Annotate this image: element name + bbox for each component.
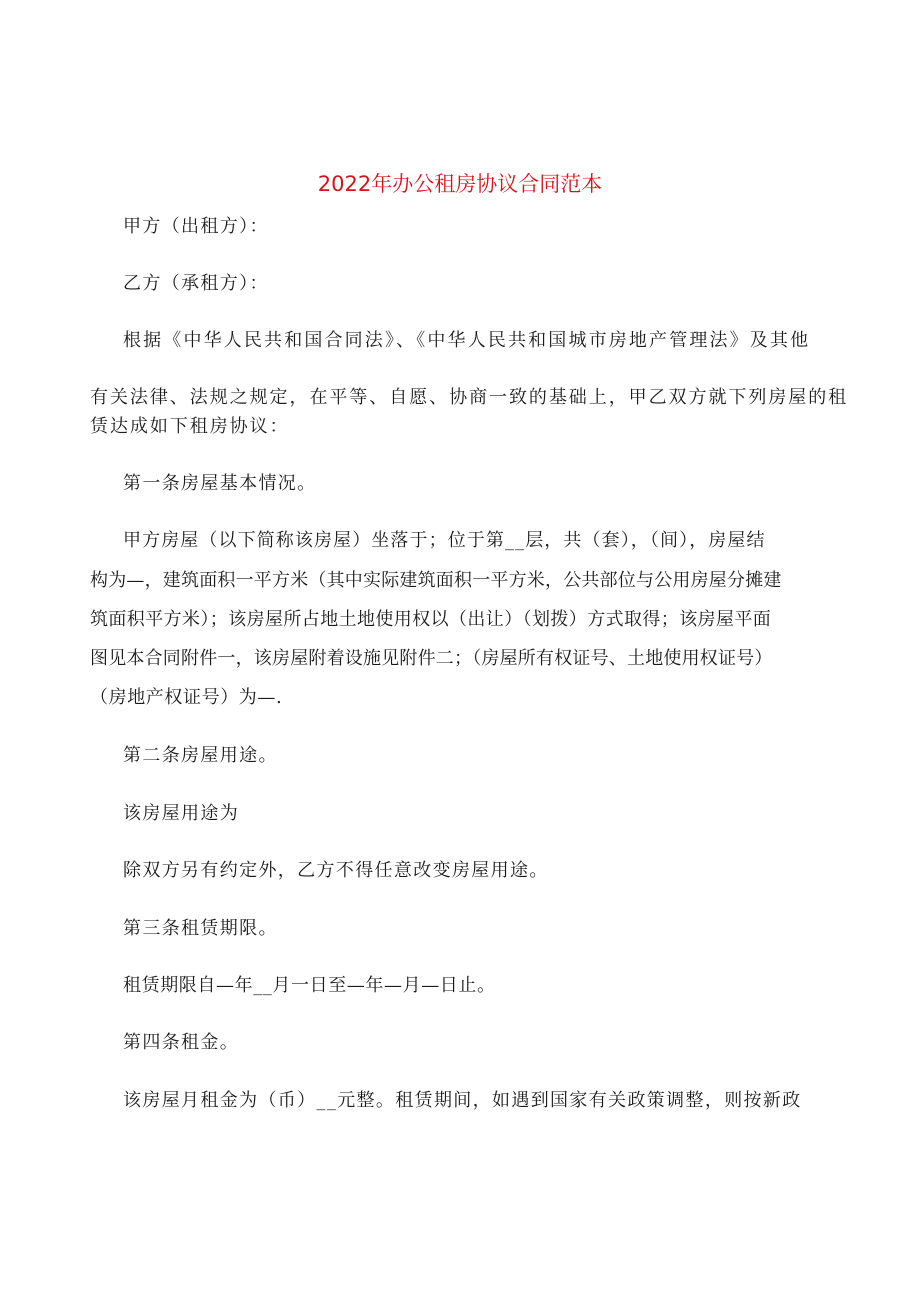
party-a-line: 甲方（出租方）： xyxy=(123,216,269,237)
article-1-line-5: （房地产权证号）为—. xyxy=(90,687,283,708)
party-b-line: 乙方（承租方）： xyxy=(123,273,269,294)
article-4-line-1: 该房屋月租金为（币）__元整。租赁期间，如遇到国家有关政策调整，则按新政 xyxy=(123,1090,802,1111)
intro-line-2: 有关法律、法规之规定，在平等、自愿、协商一致的基础上，甲乙双方就下列房屋的租 xyxy=(90,387,849,408)
article-1-line-4: 图见本合同附件一，该房屋附着设施见附件二；（房屋所有权证号、土地使用权证号） xyxy=(90,648,773,669)
intro-line-3: 赁达成如下租房协议： xyxy=(90,416,290,437)
article-1-line-3: 筑面积平方米）；该房屋所占地土地使用权以（出让）（划拨）方式取得；该房屋平面 xyxy=(90,609,772,630)
article-1-heading: 第一条房屋基本情况。 xyxy=(123,473,317,494)
article-1-line-2: 构为—，建筑面积一平方米（其中实际建筑面积一平方米，公共部位与公用房屋分摊建 xyxy=(90,570,782,591)
article-2-line-2: 除双方另有约定外，乙方不得任意改变房屋用途。 xyxy=(123,860,549,881)
article-1-line-1: 甲方房屋（以下简称该房屋）坐落于；位于第__层，共（套），（间），房屋结 xyxy=(123,530,766,551)
document-title: 2022年办公租房协议合同范本 xyxy=(317,172,603,196)
article-3-heading: 第三条租赁期限。 xyxy=(123,918,278,939)
article-3-line-1: 租赁期限自—年__月一日至—年—月—日止。 xyxy=(123,975,496,996)
intro-line-1: 根据《中华人民共和国合同法》、《中华人民共和国城市房地产管理法》及其他 xyxy=(123,330,811,351)
article-2-heading: 第二条房屋用途。 xyxy=(123,745,278,766)
article-2-line-1: 该房屋用途为 xyxy=(123,803,240,824)
article-4-heading: 第四条租金。 xyxy=(123,1032,240,1053)
